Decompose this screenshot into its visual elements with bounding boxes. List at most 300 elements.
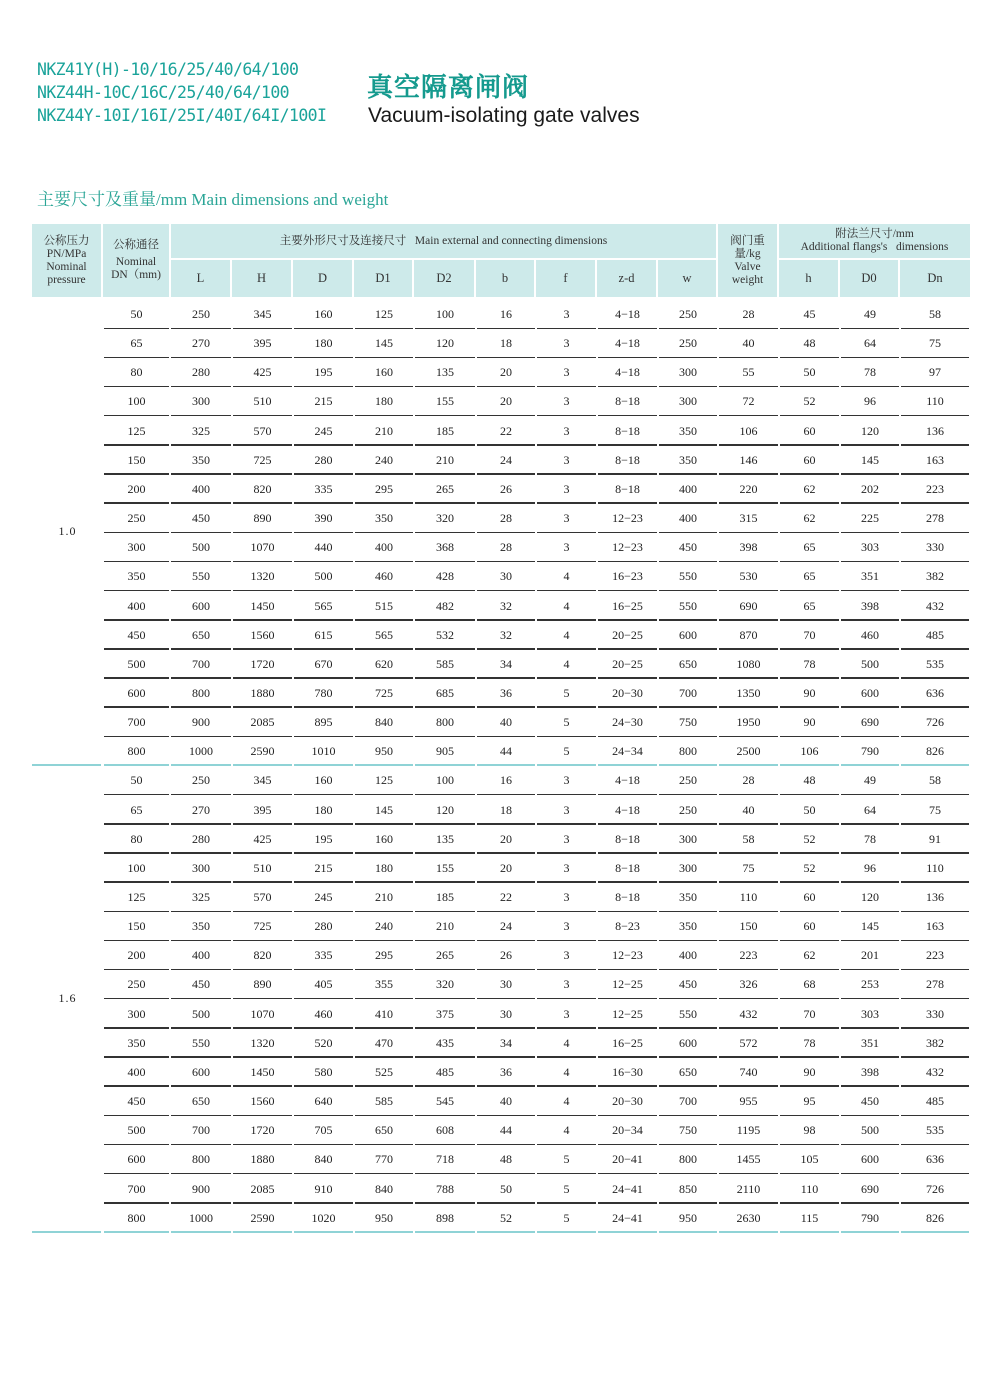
table-cell: 70 xyxy=(779,621,840,650)
table-cell: 600 xyxy=(103,679,170,708)
nominal-pressure-value: 1.6 xyxy=(58,990,77,1005)
table-cell: 136 xyxy=(900,417,970,446)
table-cell: 726 xyxy=(900,708,970,737)
page-title-cn: 真空隔离闸阀 xyxy=(367,73,530,103)
table-cell: 345 xyxy=(232,300,293,329)
table-cell: 398 xyxy=(840,1058,900,1087)
table-cell: 5 xyxy=(536,679,597,708)
table-cell: 550 xyxy=(658,1000,718,1029)
table-cell: 98 xyxy=(779,1116,840,1145)
table-cell: 125 xyxy=(354,766,414,795)
table-cell: 8−18 xyxy=(597,475,658,504)
dn-header xyxy=(103,224,169,297)
table-cell: 52 xyxy=(476,1204,536,1233)
table-cell: 295 xyxy=(354,475,414,504)
table-cell: 4 xyxy=(536,1029,597,1058)
table-cell: 48 xyxy=(779,766,840,795)
table-cell: 245 xyxy=(293,883,354,912)
table-cell: 400 xyxy=(170,475,232,504)
table-cell: 1070 xyxy=(232,1000,293,1029)
table-cell: 125 xyxy=(103,417,170,446)
table-cell: 20−34 xyxy=(597,1116,658,1145)
table-cell: 325 xyxy=(170,883,232,912)
table-cell: 800 xyxy=(414,708,476,737)
table-cell: 145 xyxy=(840,446,900,475)
table-cell: 335 xyxy=(293,475,354,504)
table-cell: 1000 xyxy=(170,737,232,766)
table-cell: 3 xyxy=(536,766,597,795)
table-cell: 3 xyxy=(536,387,597,416)
table-cell: 750 xyxy=(658,1116,718,1145)
table-cell: 350 xyxy=(103,1029,170,1058)
column-header-d: D xyxy=(293,260,352,297)
table-cell: 52 xyxy=(779,387,840,416)
table-cell: 350 xyxy=(658,446,718,475)
table-cell: 125 xyxy=(103,883,170,912)
table-cell: 1560 xyxy=(232,1087,293,1116)
table-cell: 65 xyxy=(103,796,170,825)
table-cell: 485 xyxy=(900,621,970,650)
table-cell: 700 xyxy=(103,708,170,737)
table-cell: 135 xyxy=(414,358,476,387)
table-cell: 12−25 xyxy=(597,970,658,999)
table-cell: 400 xyxy=(658,941,718,970)
table-cell: 400 xyxy=(354,533,414,562)
table-cell: 16−25 xyxy=(597,592,658,621)
column-header-d0: D0 xyxy=(840,260,898,297)
table-cell: 24−34 xyxy=(597,737,658,766)
table-cell: 30 xyxy=(476,1000,536,1029)
table-cell: 75 xyxy=(900,329,970,358)
table-cell: 4−18 xyxy=(597,300,658,329)
table-cell: 210 xyxy=(354,417,414,446)
table-cell: 26 xyxy=(476,941,536,970)
table-cell: 223 xyxy=(718,941,779,970)
table-cell: 12−23 xyxy=(597,533,658,562)
table-cell: 3 xyxy=(536,533,597,562)
table-cell: 58 xyxy=(900,766,970,795)
table-cell: 300 xyxy=(658,854,718,883)
table-cell: 28 xyxy=(476,504,536,533)
table-cell: 110 xyxy=(900,854,970,883)
table-cell: 330 xyxy=(900,533,970,562)
table-cell: 500 xyxy=(170,533,232,562)
table-cell: 96 xyxy=(840,854,900,883)
table-cell: 1195 xyxy=(718,1116,779,1145)
table-cell: 600 xyxy=(840,679,900,708)
table-cell: 700 xyxy=(658,1087,718,1116)
column-header-w: w xyxy=(658,260,716,297)
table-cell: 50 xyxy=(779,358,840,387)
table-cell: 300 xyxy=(103,533,170,562)
table-cell: 900 xyxy=(170,708,232,737)
table-cell: 50 xyxy=(103,300,170,329)
table-cell: 20−25 xyxy=(597,650,658,679)
table-cell: 110 xyxy=(779,1175,840,1204)
table-cell: 32 xyxy=(476,621,536,650)
table-cell: 91 xyxy=(900,825,970,854)
table-cell: 460 xyxy=(293,1000,354,1029)
table-cell: 40 xyxy=(476,1087,536,1116)
table-cell: 3 xyxy=(536,883,597,912)
table-cell: 110 xyxy=(900,387,970,416)
table-cell: 345 xyxy=(232,766,293,795)
table-cell: 30 xyxy=(476,562,536,591)
table-row xyxy=(32,1087,970,1116)
table-cell: 840 xyxy=(354,708,414,737)
table-cell: 265 xyxy=(414,941,476,970)
table-cell: 1010 xyxy=(293,737,354,766)
table-cell: 580 xyxy=(293,1058,354,1087)
table-cell: 700 xyxy=(103,1175,170,1204)
table-cell: 600 xyxy=(170,1058,232,1087)
weight-header-line: weight xyxy=(731,273,764,286)
table-cell: 120 xyxy=(840,883,900,912)
table-cell: 550 xyxy=(170,1029,232,1058)
table-cell: 20−25 xyxy=(597,621,658,650)
table-row xyxy=(32,1116,970,1145)
model-list xyxy=(37,58,326,127)
dn-header-line: Nominal xyxy=(115,256,157,268)
column-header-d1: D1 xyxy=(354,260,412,297)
table-cell: 460 xyxy=(840,621,900,650)
table-cell: 8−23 xyxy=(597,912,658,941)
table-cell: 900 xyxy=(170,1175,232,1204)
table-cell: 44 xyxy=(476,1116,536,1145)
table-cell: 770 xyxy=(354,1145,414,1174)
table-cell: 700 xyxy=(170,1116,232,1145)
table-cell: 45 xyxy=(779,300,840,329)
table-cell: 700 xyxy=(658,679,718,708)
table-cell: 890 xyxy=(232,504,293,533)
table-row xyxy=(32,1145,970,1174)
table-row xyxy=(32,766,970,795)
table-cell: 790 xyxy=(840,1204,900,1233)
table-cell: 150 xyxy=(718,912,779,941)
table-cell: 5 xyxy=(536,708,597,737)
table-cell: 24 xyxy=(476,912,536,941)
table-cell: 97 xyxy=(900,358,970,387)
table-cell: 55 xyxy=(718,358,779,387)
table-cell: 155 xyxy=(414,387,476,416)
table-cell: 20−41 xyxy=(597,1145,658,1174)
table-cell: 400 xyxy=(103,592,170,621)
table-cell: 350 xyxy=(170,446,232,475)
table-row xyxy=(32,679,970,708)
table-cell: 750 xyxy=(658,708,718,737)
table-cell: 250 xyxy=(170,300,232,329)
table-cell: 790 xyxy=(840,737,900,766)
table-cell: 351 xyxy=(840,562,900,591)
column-header-d2: D2 xyxy=(414,260,474,297)
table-cell: 545 xyxy=(414,1087,476,1116)
table-cell: 398 xyxy=(840,592,900,621)
table-cell: 325 xyxy=(170,417,232,446)
table-cell: 95 xyxy=(779,1087,840,1116)
table-cell: 280 xyxy=(170,825,232,854)
table-cell: 8−18 xyxy=(597,825,658,854)
table-cell: 220 xyxy=(718,475,779,504)
table-cell: 24−41 xyxy=(597,1204,658,1233)
table-cell: 585 xyxy=(354,1087,414,1116)
table-row xyxy=(32,621,970,650)
table-cell: 615 xyxy=(293,621,354,650)
table-cell: 145 xyxy=(354,329,414,358)
table-cell: 450 xyxy=(103,621,170,650)
table-cell: 215 xyxy=(293,854,354,883)
table-cell: 3 xyxy=(536,300,597,329)
table-cell: 80 xyxy=(103,825,170,854)
table-cell: 100 xyxy=(103,854,170,883)
table-cell: 485 xyxy=(900,1087,970,1116)
table-cell: 450 xyxy=(840,1087,900,1116)
table-cell: 368 xyxy=(414,533,476,562)
table-cell: 650 xyxy=(170,1087,232,1116)
table-cell: 280 xyxy=(293,446,354,475)
table-cell: 1000 xyxy=(170,1204,232,1233)
table-cell: 24−41 xyxy=(597,1175,658,1204)
table-cell: 64 xyxy=(840,329,900,358)
table-cell: 26 xyxy=(476,475,536,504)
table-cell: 250 xyxy=(658,300,718,329)
table-cell: 3 xyxy=(536,854,597,883)
table-cell: 240 xyxy=(354,912,414,941)
table-cell: 636 xyxy=(900,1145,970,1174)
table-cell: 535 xyxy=(900,1116,970,1145)
weight-header-line: 量/kg xyxy=(734,247,761,260)
table-row xyxy=(32,329,970,358)
table-cell: 100 xyxy=(414,766,476,795)
pn-header-line: Nominal xyxy=(46,260,87,273)
table-cell: 120 xyxy=(840,417,900,446)
table-cell: 432 xyxy=(718,1000,779,1029)
table-cell: 410 xyxy=(354,1000,414,1029)
table-row xyxy=(32,1000,970,1029)
table-cell: 350 xyxy=(103,562,170,591)
table-row xyxy=(32,1204,970,1233)
table-cell: 16−23 xyxy=(597,562,658,591)
section-title: 主要尺寸及重量/mm Main dimensions and weight xyxy=(37,190,389,209)
table-cell: 8−18 xyxy=(597,387,658,416)
table-cell: 28 xyxy=(476,533,536,562)
table-cell: 585 xyxy=(414,650,476,679)
table-row xyxy=(32,387,970,416)
pn-header xyxy=(32,224,101,297)
table-cell: 40 xyxy=(718,796,779,825)
table-cell: 600 xyxy=(170,592,232,621)
table-cell: 572 xyxy=(718,1029,779,1058)
table-cell: 800 xyxy=(103,737,170,766)
table-cell: 48 xyxy=(476,1145,536,1174)
table-cell: 2590 xyxy=(232,737,293,766)
table-cell: 2085 xyxy=(232,1175,293,1204)
column-header-dn: Dn xyxy=(900,260,970,297)
table-cell: 78 xyxy=(840,358,900,387)
table-cell: 32 xyxy=(476,592,536,621)
column-header-h: h xyxy=(779,260,838,297)
table-cell: 300 xyxy=(658,358,718,387)
table-cell: 24−30 xyxy=(597,708,658,737)
table-cell: 405 xyxy=(293,970,354,999)
table-cell: 185 xyxy=(414,883,476,912)
table-cell: 890 xyxy=(232,970,293,999)
table-cell: 105 xyxy=(779,1145,840,1174)
table-cell: 2630 xyxy=(718,1204,779,1233)
table-cell: 1450 xyxy=(232,1058,293,1087)
table-cell: 1560 xyxy=(232,621,293,650)
table-cell: 195 xyxy=(293,358,354,387)
table-cell: 3 xyxy=(536,912,597,941)
table-cell: 435 xyxy=(414,1029,476,1058)
table-cell: 8−18 xyxy=(597,446,658,475)
table-cell: 788 xyxy=(414,1175,476,1204)
table-cell: 1880 xyxy=(232,679,293,708)
table-cell: 36 xyxy=(476,679,536,708)
table-cell: 950 xyxy=(354,737,414,766)
table-cell: 100 xyxy=(103,387,170,416)
table-cell: 670 xyxy=(293,650,354,679)
table-cell: 62 xyxy=(779,941,840,970)
table-cell: 50 xyxy=(476,1175,536,1204)
table-cell: 50 xyxy=(779,796,840,825)
table-cell: 195 xyxy=(293,825,354,854)
table-cell: 90 xyxy=(779,708,840,737)
table-cell: 500 xyxy=(840,1116,900,1145)
table-cell: 535 xyxy=(900,650,970,679)
table-cell: 49 xyxy=(840,766,900,795)
table-cell: 12−23 xyxy=(597,504,658,533)
table-cell: 4 xyxy=(536,562,597,591)
table-cell: 315 xyxy=(718,504,779,533)
table-cell: 3 xyxy=(536,475,597,504)
table-cell: 570 xyxy=(232,417,293,446)
table-cell: 200 xyxy=(103,475,170,504)
table-cell: 75 xyxy=(718,854,779,883)
table-cell: 22 xyxy=(476,417,536,446)
table-cell: 640 xyxy=(293,1087,354,1116)
table-cell: 600 xyxy=(840,1145,900,1174)
table-cell: 620 xyxy=(354,650,414,679)
table-cell: 3 xyxy=(536,796,597,825)
table-cell: 3 xyxy=(536,417,597,446)
table-cell: 740 xyxy=(718,1058,779,1087)
table-row xyxy=(32,1029,970,1058)
table-cell: 180 xyxy=(293,329,354,358)
pn-header-line: pressure xyxy=(47,273,86,286)
table-cell: 4 xyxy=(536,621,597,650)
table-cell: 1020 xyxy=(293,1204,354,1233)
table-cell: 40 xyxy=(718,329,779,358)
pn-header-line: 公称压力 xyxy=(43,234,90,247)
table-cell: 3 xyxy=(536,970,597,999)
table-cell: 80 xyxy=(103,358,170,387)
table-cell: 440 xyxy=(293,533,354,562)
table-cell: 18 xyxy=(476,796,536,825)
table-cell: 270 xyxy=(170,329,232,358)
table-cell: 820 xyxy=(232,941,293,970)
table-cell: 106 xyxy=(718,417,779,446)
table-cell: 1070 xyxy=(232,533,293,562)
table-row xyxy=(32,358,970,387)
table-cell: 350 xyxy=(658,417,718,446)
table-cell: 160 xyxy=(293,300,354,329)
table-cell: 36 xyxy=(476,1058,536,1087)
table-cell: 145 xyxy=(354,796,414,825)
table-cell: 450 xyxy=(170,970,232,999)
table-cell: 400 xyxy=(103,1058,170,1087)
table-cell: 2590 xyxy=(232,1204,293,1233)
table-cell: 532 xyxy=(414,621,476,650)
table-cell: 470 xyxy=(354,1029,414,1058)
table-row xyxy=(32,300,970,329)
table-cell: 690 xyxy=(840,708,900,737)
table-row xyxy=(32,1175,970,1204)
table-cell: 145 xyxy=(840,912,900,941)
table-cell: 3 xyxy=(536,358,597,387)
table-cell: 800 xyxy=(658,737,718,766)
table-cell: 20−30 xyxy=(597,1087,658,1116)
table-cell: 530 xyxy=(718,562,779,591)
table-cell: 395 xyxy=(232,796,293,825)
table-cell: 650 xyxy=(658,1058,718,1087)
table-cell: 826 xyxy=(900,737,970,766)
table-cell: 4−18 xyxy=(597,329,658,358)
table-cell: 485 xyxy=(414,1058,476,1087)
table-row xyxy=(32,825,970,854)
table-cell: 245 xyxy=(293,417,354,446)
flange-group-header xyxy=(779,224,970,258)
table-cell: 300 xyxy=(170,387,232,416)
table-cell: 125 xyxy=(354,300,414,329)
table-cell: 240 xyxy=(354,446,414,475)
table-cell: 250 xyxy=(103,504,170,533)
table-cell: 326 xyxy=(718,970,779,999)
table-cell: 1320 xyxy=(232,562,293,591)
table-cell: 16 xyxy=(476,300,536,329)
table-cell: 565 xyxy=(354,621,414,650)
table-cell: 685 xyxy=(414,679,476,708)
table-cell: 223 xyxy=(900,475,970,504)
table-cell: 450 xyxy=(103,1087,170,1116)
flange-header-line: 附法兰尺寸/mm xyxy=(835,228,914,240)
table-cell: 250 xyxy=(103,970,170,999)
table-cell: 28 xyxy=(718,766,779,795)
table-cell: 34 xyxy=(476,1029,536,1058)
table-cell: 690 xyxy=(840,1175,900,1204)
table-cell: 395 xyxy=(232,329,293,358)
table-cell: 550 xyxy=(658,562,718,591)
table-cell: 58 xyxy=(900,300,970,329)
table-row xyxy=(32,475,970,504)
table-cell: 180 xyxy=(354,387,414,416)
table-cell: 565 xyxy=(293,592,354,621)
table-cell: 250 xyxy=(170,766,232,795)
table-cell: 400 xyxy=(658,475,718,504)
table-cell: 820 xyxy=(232,475,293,504)
column-header-h: H xyxy=(232,260,291,297)
table-cell: 22 xyxy=(476,883,536,912)
table-cell: 68 xyxy=(779,970,840,999)
table-cell: 4 xyxy=(536,1058,597,1087)
table-row xyxy=(32,854,970,883)
column-header-l: L xyxy=(171,260,230,297)
dn-header-line: DN（mm) xyxy=(111,269,161,281)
table-cell: 718 xyxy=(414,1145,476,1174)
table-cell: 500 xyxy=(103,1116,170,1145)
table-cell: 800 xyxy=(170,1145,232,1174)
main-dimensions-group-header: 主要外形尺寸及连接尺寸 Main external and connecting dimensions xyxy=(171,224,716,258)
table-cell: 12−25 xyxy=(597,1000,658,1029)
